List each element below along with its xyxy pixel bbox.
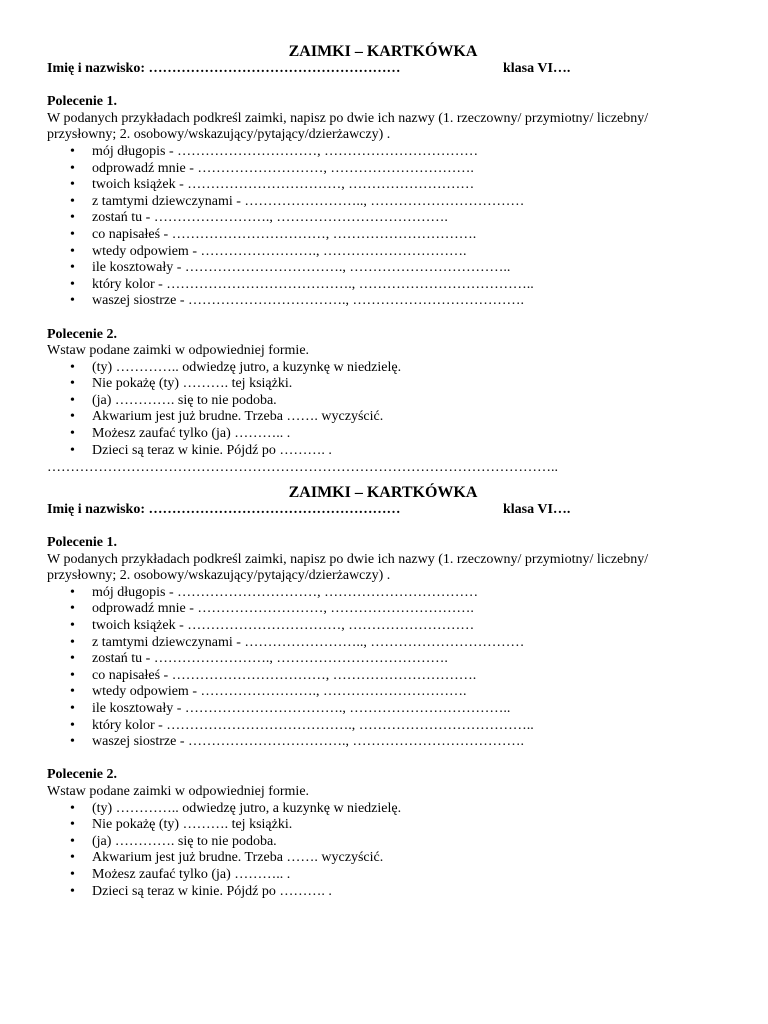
task-items-list xyxy=(47,801,717,901)
bullet-icon: • xyxy=(70,442,75,458)
item-text: ile kosztowały - ……………………………., …………………………….. xyxy=(92,260,511,276)
class-field-label: klasa VI…. xyxy=(503,61,571,76)
name-field-label: Imię i nazwisko: ……………………………………………… xyxy=(47,61,401,76)
item-text: Dzieci są teraz w kinie. Pójdź po ………. . xyxy=(92,442,332,458)
bullet-icon: • xyxy=(70,584,75,600)
item-text: który kolor - …………………………………., ……………………………….. xyxy=(92,276,534,292)
list-item xyxy=(47,834,717,851)
list-item xyxy=(47,161,717,178)
item-text: który kolor - …………………………………., ……………………………….. xyxy=(92,717,534,733)
task-title: Polecenie 1. xyxy=(47,535,117,551)
item-text: zostań tu - ……………………., ………………………………. xyxy=(92,651,448,667)
list-item xyxy=(47,585,717,602)
item-text: Możesz zaufać tylko (ja) ……….. . xyxy=(92,426,291,442)
item-text: wtedy odpowiem - ……………………., …………………………. xyxy=(92,243,467,259)
bullet-icon: • xyxy=(70,634,75,650)
sheet-title: ZAIMKI – KARTKÓWKA xyxy=(288,483,478,501)
bullet-icon: • xyxy=(70,359,75,375)
bullet-icon: • xyxy=(70,833,75,849)
student-info-row xyxy=(47,61,717,78)
bullet-icon: • xyxy=(70,260,75,276)
spacer xyxy=(47,310,717,327)
bullet-icon: • xyxy=(70,684,75,700)
item-text: z tamtymi dziewczynami - …………………….., …………………………… xyxy=(92,193,525,209)
list-item xyxy=(47,867,717,884)
bullet-icon: • xyxy=(70,618,75,633)
list-item xyxy=(47,651,717,668)
bullet-icon: • xyxy=(70,850,75,866)
list-item xyxy=(47,210,717,227)
bullet-icon: • xyxy=(70,866,75,882)
item-text: co napisałeś - ……………………………, …………………………. xyxy=(92,226,477,242)
bullet-icon: • xyxy=(70,700,75,716)
cut-line-separator: ……………………………………………………………………………………………….. xyxy=(47,460,558,476)
item-text: z tamtymi dziewczynami - …………………….., …………………………… xyxy=(92,634,525,650)
bullet-icon: • xyxy=(70,293,75,309)
item-text: Możesz zaufać tylko (ja) ……….. . xyxy=(92,866,291,882)
task-instruction: Wstaw podane zaimki w odpowiedniej formie. xyxy=(47,783,310,799)
task-items-list xyxy=(47,144,717,310)
item-text: (ty) ………….. odwiedzę jutro, a kuzynkę w niedzielę. xyxy=(92,800,402,816)
bullet-icon: • xyxy=(70,177,75,193)
item-text: (ja) …………. się to nie podoba. xyxy=(92,392,277,408)
bullet-icon: • xyxy=(70,409,75,425)
class-field-label: klasa VI…. xyxy=(503,501,571,517)
sheet-title: ZAIMKI – KARTKÓWKA xyxy=(288,43,478,60)
bullet-icon: • xyxy=(70,143,75,159)
bullet-icon: • xyxy=(70,601,75,617)
item-text: Akwarium jest już brudne. Trzeba ……. wyczyścić. xyxy=(92,409,384,425)
list-item xyxy=(47,426,717,443)
task-2 xyxy=(47,767,717,900)
list-item xyxy=(47,618,717,635)
bullet-icon: • xyxy=(70,376,75,392)
item-text: (ty) ………….. odwiedzę jutro, a kuzynkę w niedzielę. xyxy=(92,359,402,375)
list-item xyxy=(47,718,717,735)
item-text: mój długopis - …………………………, …………………………… xyxy=(92,584,479,600)
list-item xyxy=(47,817,717,834)
list-item xyxy=(47,194,717,211)
item-text: wtedy odpowiem - ……………………., …………………………. xyxy=(92,684,467,700)
item-text: waszej siostrze - ……………………………., ………………………………. xyxy=(92,293,525,309)
item-text: ile kosztowały - ……………………………., …………………………….. xyxy=(92,700,511,716)
list-item xyxy=(47,734,717,751)
item-text: Dzieci są teraz w kinie. Pójdź po ………. . xyxy=(92,883,332,899)
list-item xyxy=(47,635,717,652)
list-item xyxy=(47,260,717,277)
list-item xyxy=(47,360,717,377)
item-text: odprowadź mnie - ………………………, …………………………. xyxy=(92,160,474,176)
list-item xyxy=(47,668,717,685)
item-text: Nie pokażę (ty) ………. tej książki. xyxy=(92,376,293,392)
list-item xyxy=(47,277,717,294)
item-text: Akwarium jest już brudne. Trzeba ……. wyczyścić. xyxy=(92,850,384,866)
bullet-icon: • xyxy=(70,734,75,750)
list-item xyxy=(47,144,717,161)
item-text: co napisałeś - ……………………………, …………………………. xyxy=(92,667,477,683)
quiz-sheet-2 xyxy=(47,484,717,900)
list-item xyxy=(47,409,717,426)
task-instruction: Wstaw podane zaimki w odpowiedniej formie. xyxy=(47,343,310,359)
bullet-icon: • xyxy=(70,210,75,226)
item-text: mój długopis - …………………………, …………………………… xyxy=(92,143,479,159)
name-field-label: Imię i nazwisko: ……………………………………………… xyxy=(47,501,401,517)
item-text: waszej siostrze - ……………………………., ………………………………. xyxy=(92,734,525,750)
spacer xyxy=(47,78,717,95)
task-2 xyxy=(47,327,717,460)
bullet-icon: • xyxy=(70,800,75,816)
item-text: Nie pokażę (ty) ………. tej książki. xyxy=(92,817,293,833)
task-instruction: W podanych przykładach podkreśl zaimki, napisz po dwie ich nazwy (1. rzeczowny/ przymiotny/ liczebny/ przysłowny; 2. osobowy/wskazujący/pytający/dzierżawczy) . xyxy=(47,551,649,584)
bullet-icon: • xyxy=(70,667,75,683)
bullet-icon: • xyxy=(70,243,75,259)
list-item xyxy=(47,293,717,310)
task-title: Polecenie 2. xyxy=(47,767,117,783)
bullet-icon: • xyxy=(70,160,75,176)
quiz-sheet-1 xyxy=(47,43,717,459)
item-text: (ja) …………. się to nie podoba. xyxy=(92,833,277,849)
item-text: twoich książek - ……………………………, ……………………… xyxy=(92,177,475,193)
spacer xyxy=(47,518,717,535)
list-item xyxy=(47,601,717,618)
list-item xyxy=(47,701,717,718)
list-item xyxy=(47,884,717,901)
list-item xyxy=(47,244,717,261)
bullet-icon: • xyxy=(70,717,75,733)
list-item xyxy=(47,177,717,194)
list-item xyxy=(47,443,717,460)
task-items-list xyxy=(47,360,717,460)
task-title: Polecenie 2. xyxy=(47,326,117,342)
list-item xyxy=(47,227,717,244)
bullet-icon: • xyxy=(70,193,75,209)
bullet-icon: • xyxy=(70,651,75,667)
bullet-icon: • xyxy=(70,226,75,242)
bullet-icon: • xyxy=(70,392,75,408)
task-1 xyxy=(47,535,717,751)
item-text: twoich książek - ……………………………, ……………………… xyxy=(92,618,475,633)
item-text: zostań tu - ……………………., ………………………………. xyxy=(92,210,448,226)
task-1 xyxy=(47,94,717,310)
task-items-list xyxy=(47,585,717,751)
document-page xyxy=(47,43,717,900)
list-item xyxy=(47,850,717,867)
bullet-icon: • xyxy=(70,276,75,292)
bullet-icon: • xyxy=(70,426,75,442)
student-info-row xyxy=(47,502,717,519)
spacer xyxy=(47,751,717,768)
bullet-icon: • xyxy=(70,817,75,833)
item-text: odprowadź mnie - ………………………, …………………………. xyxy=(92,601,474,617)
list-item xyxy=(47,393,717,410)
list-item xyxy=(47,684,717,701)
list-item xyxy=(47,801,717,818)
task-title: Polecenie 1. xyxy=(47,94,117,110)
bullet-icon: • xyxy=(70,883,75,899)
task-instruction: W podanych przykładach podkreśl zaimki, napisz po dwie ich nazwy (1. rzeczowny/ przymiotny/ liczebny/ przysłowny; 2. osobowy/wskazujący/pytający/dzierżawczy) . xyxy=(47,110,649,143)
list-item xyxy=(47,376,717,393)
